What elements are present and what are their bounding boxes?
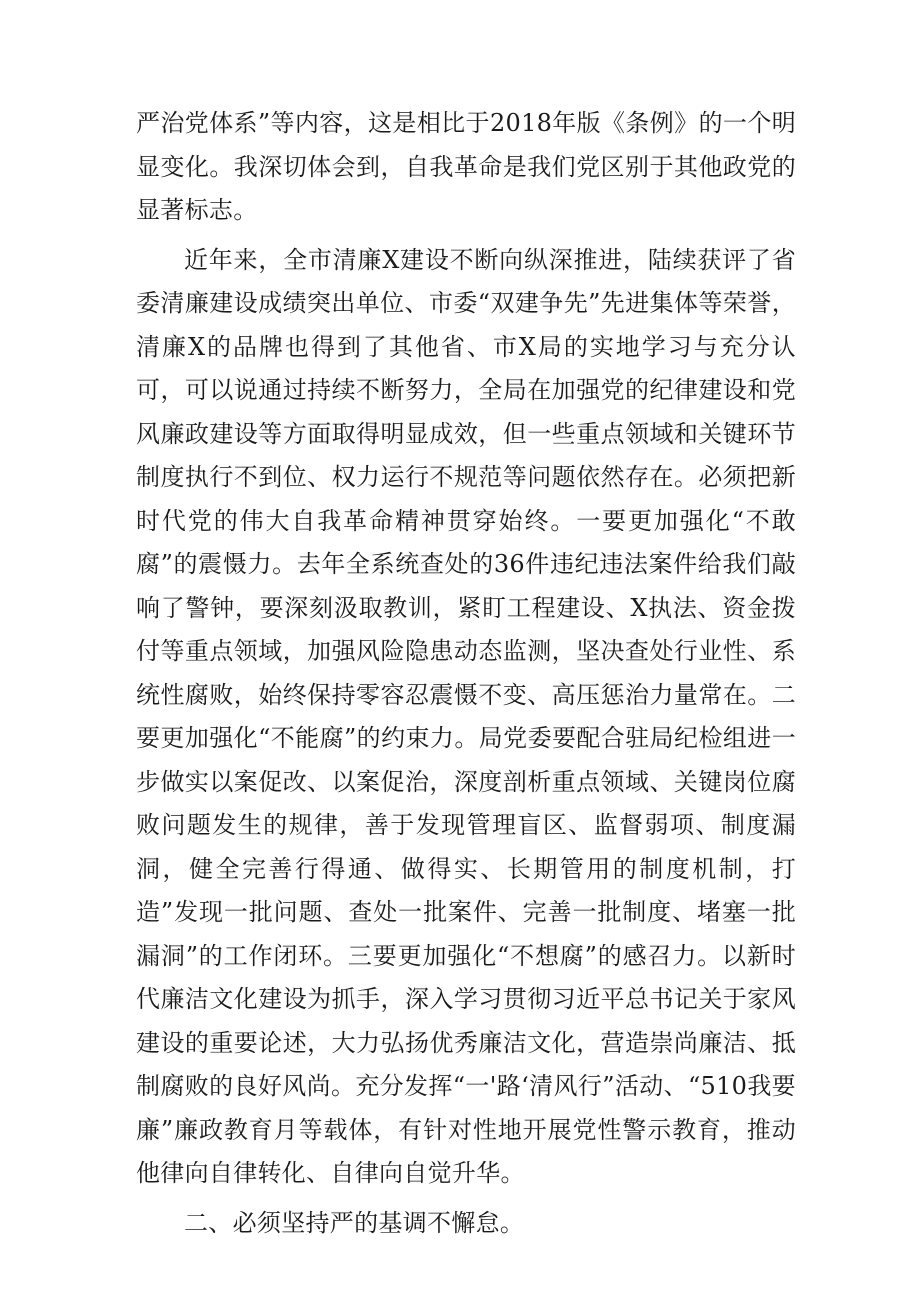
section-heading-strict-tone: 二、必须坚持严的基调不懈怠。 — [184, 1208, 525, 1237]
document-body — [136, 102, 796, 1251]
paragraph-anti-corruption-measures: 近年来，全市清廉X建设不断向纵深推进，陆续获评了省委清廉建设成绩突出单位、市委“双建争先”先进集体等荣誉，清廉X的品牌也得到了其他省、市X局的实地学习与充分认可，可以说通过持续不断努力，全局在加强党的纪律建设和党风廉政建设等方面取得明显成效，但一些重点领域和关键环节制度执行不到位、权力运行不规范等问题依然存在。必须把新时代党的伟大自我革命精神贯穿始终。一要更加强化“不敢腐”的震慑力。去年全系统查处的36件违纪违法案件给我们敲响了警钟，要深刻汲取教训，紧盯工程建设、X执法、资金拨付等重点领域，加强风险隐患动态监测，坚决查处行业性、系统性腐败，始终保持零容忍震慑不变、高压惩治力量常在。二要更加强化“不能腐”的约束力。局党委要配合驻局纪检组进一步做实以案促改、以案促治，深度剖析重点领域、关键岗位腐败问题发生的规律，善于发现管理盲区、监督弱项、制度漏洞，健全完善行得通、做得实、长期管用的制度机制，打造”发现一批问题、查处一批案件、完善一批制度、堵塞一批漏洞”的工作闭环。三要更加强化“不想腐”的感召力。以新时代廉洁文化建设为抓手，深入学习贯彻习近平总书记关于家风建设的重要论述，大力弘扬优秀廉洁文化，营造崇尚廉洁、抵制腐败的良好风尚。充分发挥“一'路‘清风行”活动、“510我要廉”廉政教育月等载体，有针对性地开展党性警示教育，推动他律向自律转化、自律向自觉升华。 — [136, 245, 796, 1187]
paragraph-intro-continuation: 严治党体系”等内容，这是相比于2018年版《条例》的一个明显变化。我深切体会到，自我革命是我们党区别于其他政党的显著标志。 — [136, 109, 796, 224]
